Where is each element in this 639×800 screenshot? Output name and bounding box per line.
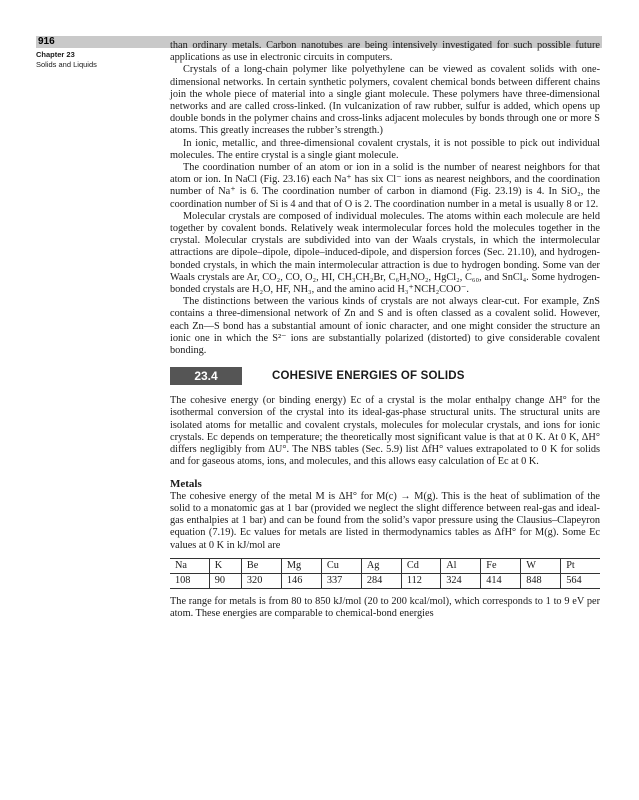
subsection-heading: Metals: [170, 477, 202, 490]
table-cell: 146: [281, 573, 321, 588]
table-cell: Al: [441, 558, 481, 573]
cohesive-energy-table: [170, 558, 600, 589]
table-cell: K: [209, 558, 241, 573]
page-number: 916: [38, 36, 55, 47]
paragraph: Molecular crystals are composed of individual molecules. The atoms within each molecule are held together by covalent bonds. Relatively weak intermolecular forces hold the molecules together in the crystal. Molecular crystals are subdivided into van der Waals crystals, in which the intermolecular attractions are dipole–dipole, dipole–induced-dipole, and dispersion forces (Sec. 21.10), and hydrogen-bonded crystals, in which the main intermolecular attraction is due to hydrogen bonding. Some van der Waals crystals are Ar, CO₂, CO, O₂, HI, CH₃CH₂Br, C₆H₅NO₂, HgCl₂, C₆₀, and SnCl₄. Some hydrogen-bonded crystals are H₂O, HF, NH₃, and the amino acid H₃⁺NCH₂COO⁻.: [170, 210, 600, 296]
table-cell: 337: [321, 573, 361, 588]
section-heading: [170, 367, 600, 385]
paragraph: Crystals of a long-chain polymer like polyethylene can be viewed as covalent solids with one-dimensional networks. In certain synthetic polymers, covalent chemical bonds between different chains join the whole piece of material into a single giant molecule. These polymers have three-dimensional networks and are called cross-linked. (In vulcanization of raw rubber, sulfur is added, which opens up double bonds in the polymer chains and cross-links adjacent molecules by bonds through one or more S atoms. This greatly increases the rubber’s strength.): [170, 64, 600, 137]
paragraph: The distinctions between the various kinds of crystals are not always clear-cut. For example, ZnS contains a three-dimensional network of Zn and S and is often classed as a covalent solid. However, each Zn—S bond has a substantial amount of ionic character, and one might consider the structure an ionic one in which the S²⁻ ions are substantially polarized (distorted) to give considerable covalent bonding.: [170, 296, 600, 357]
table-cell: Fe: [481, 558, 521, 573]
section-number: 23.4: [170, 367, 242, 385]
main-text: [170, 40, 600, 621]
table-cell: 108: [170, 573, 209, 588]
paragraph: The cohesive energy of the metal M is ΔH° for M(c) → M(g). This is the heat of sublimation of the solid to a monatomic gas at 1 bar (provided we neglect the slight difference between real-gas and ideal-gas enthalpies at 1 bar) and can be found from the solid’s vapor pressure using the Clausius–Clapeyron equation (7.19). Ec values for metals are listed in thermodynamics tables as ΔfH° for M(g). Some Ec values at 0 K in kJ/mol are: [170, 490, 600, 551]
table-cell: W: [521, 558, 561, 573]
table-cell: Na: [170, 558, 209, 573]
paragraph: In ionic, metallic, and three-dimensional covalent crystals, it is not possible to pick out individual molecules. The entire crystal is a single giant molecule.: [170, 137, 600, 161]
paragraph: than ordinary metals. Carbon nanotubes are being intensively investigated for such possible future applications as use in electronic circuits in computers.: [170, 40, 600, 64]
chapter-title: Solids and Liquids: [36, 60, 97, 69]
table-header-row: [170, 558, 600, 573]
table-cell: 848: [521, 573, 561, 588]
table-cell: 90: [209, 573, 241, 588]
table-cell: Be: [241, 558, 281, 573]
table-cell: Mg: [281, 558, 321, 573]
paragraph: The coordination number of an atom or ion in a solid is the number of nearest neighbors for that atom or ion. In NaCl (Fig. 23.16) each Na⁺ has six Cl⁻ ions as nearest neighbors, and the coordination number of Na⁺ is 6. The coordination number of carbon in diamond (Fig. 23.19) is 4. In SiO₂, the coordination number of Si is 4 and that of O is 2. The coordination number in a metal is usually 8 or 12.: [170, 162, 600, 210]
table-cell: Cd: [401, 558, 440, 573]
table-cell: Cu: [321, 558, 361, 573]
section-title: COHESIVE ENERGIES OF SOLIDS: [272, 370, 465, 383]
table-cell: Pt: [561, 558, 600, 573]
table-cell: 414: [481, 573, 521, 588]
table-row: [170, 573, 600, 588]
table-cell: 324: [441, 573, 481, 588]
paragraph: The range for metals is from 80 to 850 kJ/mol (20 to 200 kcal/mol), which corresponds to 1 to 9 eV per atom. These energies are comparable to chemical-bond energies: [170, 596, 600, 620]
chapter-sidebar: [36, 50, 166, 70]
table-cell: 112: [401, 573, 440, 588]
table-cell: 284: [361, 573, 401, 588]
chapter-label: Chapter 23: [36, 50, 75, 59]
paragraph: The cohesive energy (or binding energy) Ec of a crystal is the molar enthalpy change ΔH° for the isothermal conversion of the crystal into its ideal-gas-phase structural units. The structural units are isolated atoms for metallic and covalent crystals, molecules for molecular crystals, and ions for ionic crystals. Ec depends on temperature; the theoretically most significant value is that at 0 K. At 0 K, ΔH° differs negligibly from ΔU°. The NBS tables (Sec. 5.9) list ΔfH° values extrapolated to 0 K for solids and for gaseous atoms, ions, and molecules, and this allows easy calculation of Ec at 0 K.: [170, 395, 600, 468]
table-cell: 320: [241, 573, 281, 588]
table-cell: 564: [561, 573, 600, 588]
table-cell: Ag: [361, 558, 401, 573]
